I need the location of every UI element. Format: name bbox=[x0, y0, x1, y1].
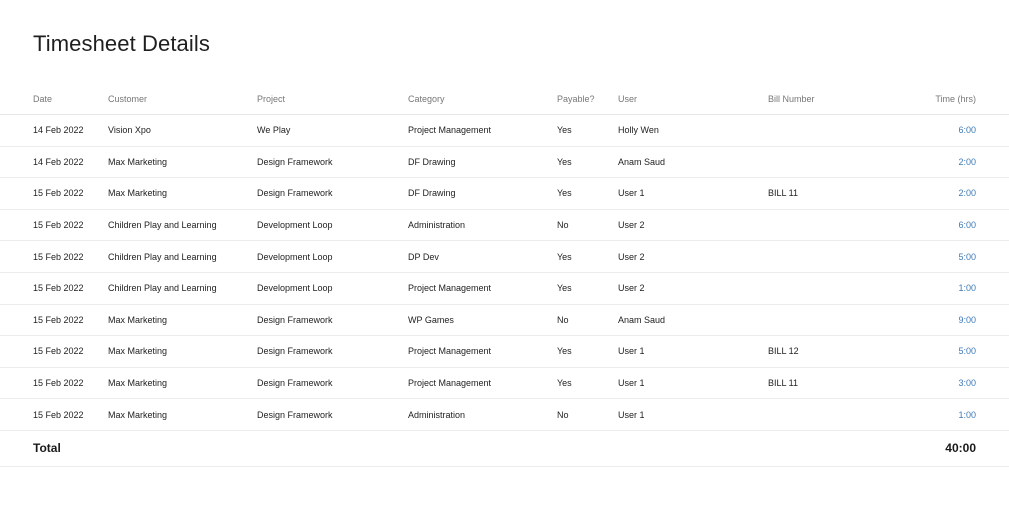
cell-bill-number bbox=[768, 209, 878, 241]
cell-category: Administration bbox=[408, 399, 557, 431]
cell-user: Anam Saud bbox=[618, 146, 768, 178]
cell-project: Development Loop bbox=[257, 209, 408, 241]
column-header-bill-number: Bill Number bbox=[768, 84, 878, 115]
cell-payable: No bbox=[557, 304, 618, 336]
cell-user: Anam Saud bbox=[618, 304, 768, 336]
cell-category: Administration bbox=[408, 209, 557, 241]
cell-category: WP Games bbox=[408, 304, 557, 336]
time-entry-link[interactable]: 5:00 bbox=[878, 241, 1009, 273]
time-entry-link[interactable]: 6:00 bbox=[878, 115, 1009, 147]
cell-date: 15 Feb 2022 bbox=[0, 336, 108, 368]
cell-user: User 1 bbox=[618, 178, 768, 210]
cell-project: Development Loop bbox=[257, 272, 408, 304]
cell-payable: Yes bbox=[557, 146, 618, 178]
cell-date: 15 Feb 2022 bbox=[0, 399, 108, 431]
cell-project: Design Framework bbox=[257, 367, 408, 399]
column-header-date: Date bbox=[0, 84, 108, 115]
column-header-payable: Payable? bbox=[557, 84, 618, 115]
timesheet-table bbox=[0, 84, 1009, 467]
cell-user: User 1 bbox=[618, 336, 768, 368]
cell-customer: Vision Xpo bbox=[108, 115, 257, 147]
cell-payable: Yes bbox=[557, 241, 618, 273]
table-row bbox=[0, 241, 1009, 273]
cell-date: 14 Feb 2022 bbox=[0, 115, 108, 147]
cell-date: 15 Feb 2022 bbox=[0, 272, 108, 304]
cell-category: DP Dev bbox=[408, 241, 557, 273]
cell-category: Project Management bbox=[408, 336, 557, 368]
time-entry-link[interactable]: 2:00 bbox=[878, 178, 1009, 210]
table-header-row bbox=[0, 84, 1009, 115]
cell-category: DF Drawing bbox=[408, 146, 557, 178]
cell-customer: Max Marketing bbox=[108, 367, 257, 399]
cell-bill-number: BILL 11 bbox=[768, 178, 878, 210]
cell-payable: No bbox=[557, 399, 618, 431]
cell-payable: No bbox=[557, 209, 618, 241]
cell-user: User 1 bbox=[618, 367, 768, 399]
cell-user: User 2 bbox=[618, 241, 768, 273]
cell-category: Project Management bbox=[408, 272, 557, 304]
cell-bill-number bbox=[768, 399, 878, 431]
cell-bill-number bbox=[768, 115, 878, 147]
cell-bill-number: BILL 11 bbox=[768, 367, 878, 399]
cell-customer: Children Play and Learning bbox=[108, 209, 257, 241]
table-row bbox=[0, 367, 1009, 399]
cell-date: 14 Feb 2022 bbox=[0, 146, 108, 178]
time-entry-link[interactable]: 2:00 bbox=[878, 146, 1009, 178]
time-entry-link[interactable]: 9:00 bbox=[878, 304, 1009, 336]
table-row bbox=[0, 146, 1009, 178]
cell-user: User 2 bbox=[618, 209, 768, 241]
cell-project: Development Loop bbox=[257, 241, 408, 273]
cell-date: 15 Feb 2022 bbox=[0, 178, 108, 210]
cell-category: Project Management bbox=[408, 115, 557, 147]
table-row bbox=[0, 209, 1009, 241]
cell-project: Design Framework bbox=[257, 304, 408, 336]
time-entry-link[interactable]: 3:00 bbox=[878, 367, 1009, 399]
cell-customer: Max Marketing bbox=[108, 336, 257, 368]
time-entry-link[interactable]: 6:00 bbox=[878, 209, 1009, 241]
total-row bbox=[0, 430, 1009, 466]
cell-customer: Max Marketing bbox=[108, 146, 257, 178]
cell-project: Design Framework bbox=[257, 336, 408, 368]
cell-payable: Yes bbox=[557, 367, 618, 399]
total-value: 40:00 bbox=[878, 430, 1009, 466]
cell-date: 15 Feb 2022 bbox=[0, 209, 108, 241]
table-row bbox=[0, 336, 1009, 368]
cell-date: 15 Feb 2022 bbox=[0, 304, 108, 336]
table-row bbox=[0, 272, 1009, 304]
cell-bill-number: BILL 12 bbox=[768, 336, 878, 368]
cell-customer: Children Play and Learning bbox=[108, 241, 257, 273]
cell-user: User 1 bbox=[618, 399, 768, 431]
cell-payable: Yes bbox=[557, 272, 618, 304]
cell-category: Project Management bbox=[408, 367, 557, 399]
column-header-project: Project bbox=[257, 84, 408, 115]
column-header-time: Time (hrs) bbox=[878, 84, 1009, 115]
cell-customer: Max Marketing bbox=[108, 304, 257, 336]
cell-date: 15 Feb 2022 bbox=[0, 241, 108, 273]
cell-project: Design Framework bbox=[257, 399, 408, 431]
cell-bill-number bbox=[768, 241, 878, 273]
column-header-user: User bbox=[618, 84, 768, 115]
column-header-category: Category bbox=[408, 84, 557, 115]
cell-payable: Yes bbox=[557, 336, 618, 368]
time-entry-link[interactable]: 5:00 bbox=[878, 336, 1009, 368]
column-header-customer: Customer bbox=[108, 84, 257, 115]
cell-user: Holly Wen bbox=[618, 115, 768, 147]
time-entry-link[interactable]: 1:00 bbox=[878, 399, 1009, 431]
cell-project: We Play bbox=[257, 115, 408, 147]
table-row bbox=[0, 399, 1009, 431]
cell-date: 15 Feb 2022 bbox=[0, 367, 108, 399]
page-title: Timesheet Details bbox=[33, 31, 210, 56]
cell-project: Design Framework bbox=[257, 146, 408, 178]
cell-project: Design Framework bbox=[257, 178, 408, 210]
cell-payable: Yes bbox=[557, 178, 618, 210]
cell-bill-number bbox=[768, 304, 878, 336]
cell-bill-number bbox=[768, 272, 878, 304]
cell-customer: Max Marketing bbox=[108, 178, 257, 210]
cell-bill-number bbox=[768, 146, 878, 178]
cell-payable: Yes bbox=[557, 115, 618, 147]
cell-category: DF Drawing bbox=[408, 178, 557, 210]
cell-customer: Max Marketing bbox=[108, 399, 257, 431]
cell-customer: Children Play and Learning bbox=[108, 272, 257, 304]
time-entry-link[interactable]: 1:00 bbox=[878, 272, 1009, 304]
table-row bbox=[0, 115, 1009, 147]
table-row bbox=[0, 304, 1009, 336]
table-row bbox=[0, 178, 1009, 210]
total-label: Total bbox=[0, 430, 108, 466]
cell-user: User 2 bbox=[618, 272, 768, 304]
